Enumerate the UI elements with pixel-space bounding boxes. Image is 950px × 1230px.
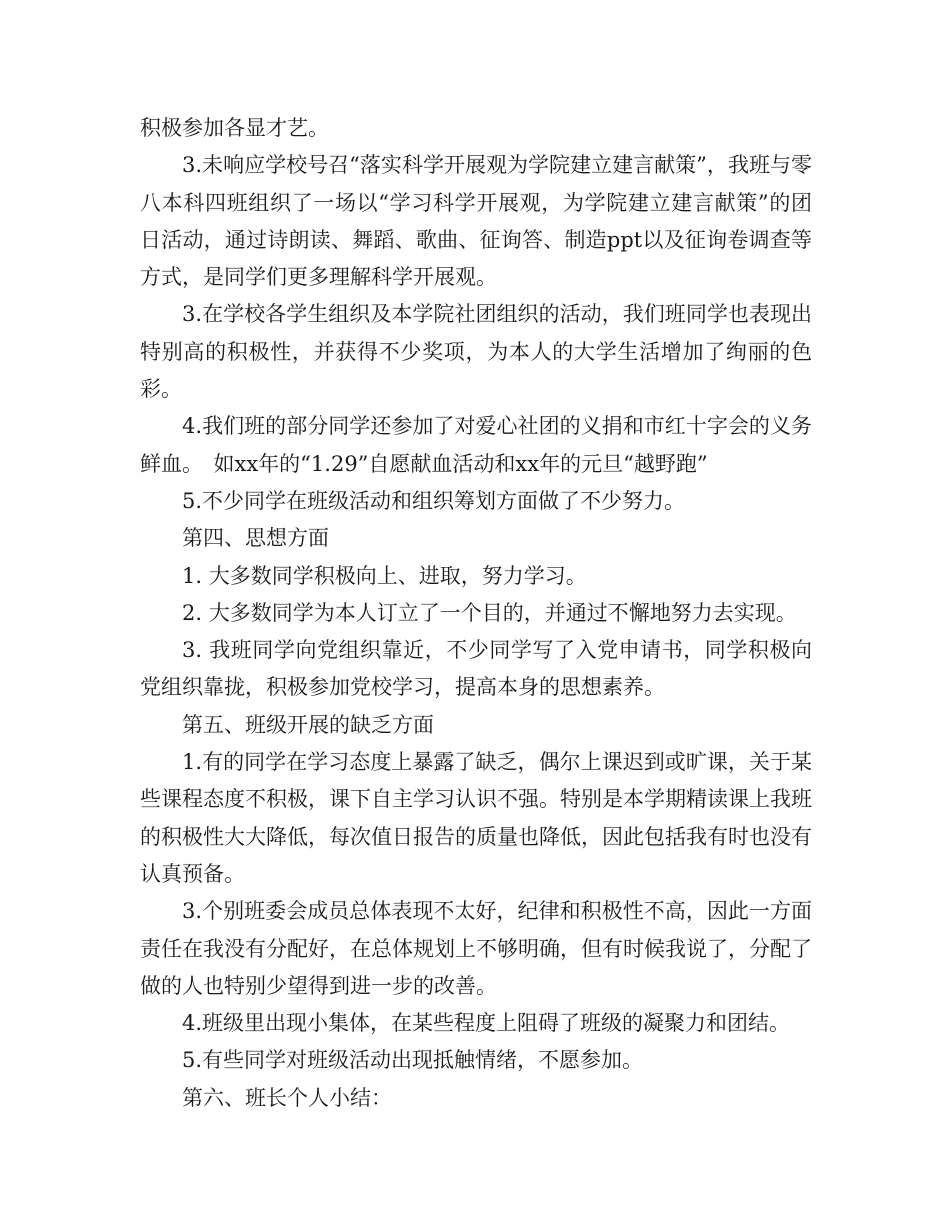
document-body: [140, 110, 812, 1117]
paragraph-shortcoming-4: 4.班级里出现小集体，在某些程度上阻碍了班级的凝聚力和团结。: [182, 1011, 791, 1036]
paragraph-shortcoming-1: 1.有的同学在学习态度上暴露了缺乏，偶尔上课迟到或旷课，关于某些课程态度不积极，课下自主学习认识不强。特别是本学期精读课上我班的积极性大大降低，每次值日报告的质量也降低，因此包括我有时也没有认真预备。: [140, 750, 812, 886]
section-heading-shortcomings: 第五、班级开展的缺乏方面: [182, 712, 434, 737]
paragraph-activity-5: 5.不少同学在班级活动和组织筹划方面做了不少努力。: [182, 488, 686, 513]
paragraph-activity-3b: 3.在学校各学生组织及本学院社团组织的活动，我们班同学也表现出特别高的积极性，并获得不少奖项，为本人的大学生活增加了绚丽的色彩。: [140, 302, 812, 402]
paragraph-thought-1: 1. 大多数同学积极向上、进取，努力学习。: [182, 563, 587, 588]
paragraph-activity-4: 4.我们班的部分同学还参加了对爱心社团的义捐和市红十字会的义务鲜血。 如xx年的“1.29”自愿献血活动和xx年的元旦“越野跑”: [140, 414, 812, 476]
paragraph-shortcoming-5: 5.有些同学对班级活动出现抵触情绪，不愿参加。: [182, 1048, 644, 1073]
paragraph-activity-3a: 3.未响应学校号召“落实科学开展观为学院建立建言献策”，我班与零八本科四班组织了一场以“学习科学开展观，为学院建立建言献策”的团日活动，通过诗朗读、舞蹈、歌曲、征询答、制造ppt以及征询卷调查等方式，是同学们更多理解科学开展观。: [140, 153, 812, 290]
paragraph-thought-2: 2. 大多数同学为本人订立了一个目的，并通过不懈地努力去实现。: [182, 600, 797, 625]
section-heading-summary: 第六、班长个人小结：: [182, 1085, 392, 1110]
paragraph-continuation: 积极参加各显才艺。: [140, 116, 329, 140]
paragraph-thought-3: 3. 我班同学向党组织靠近，不少同学写了入党申请书，同学积极向党组织靠拢，积极参加党校学习，提高本身的思想素养。: [140, 638, 812, 700]
paragraph-shortcoming-3: 3.个别班委会成员总体表现不太好，纪律和积极性不高，因此一方面责任在我没有分配好，在总体规划上不够明确，但有时候我说了，分配了做的人也特别少望得到进一步的改善。: [140, 899, 812, 998]
section-heading-thought: 第四、思想方面: [182, 526, 329, 551]
